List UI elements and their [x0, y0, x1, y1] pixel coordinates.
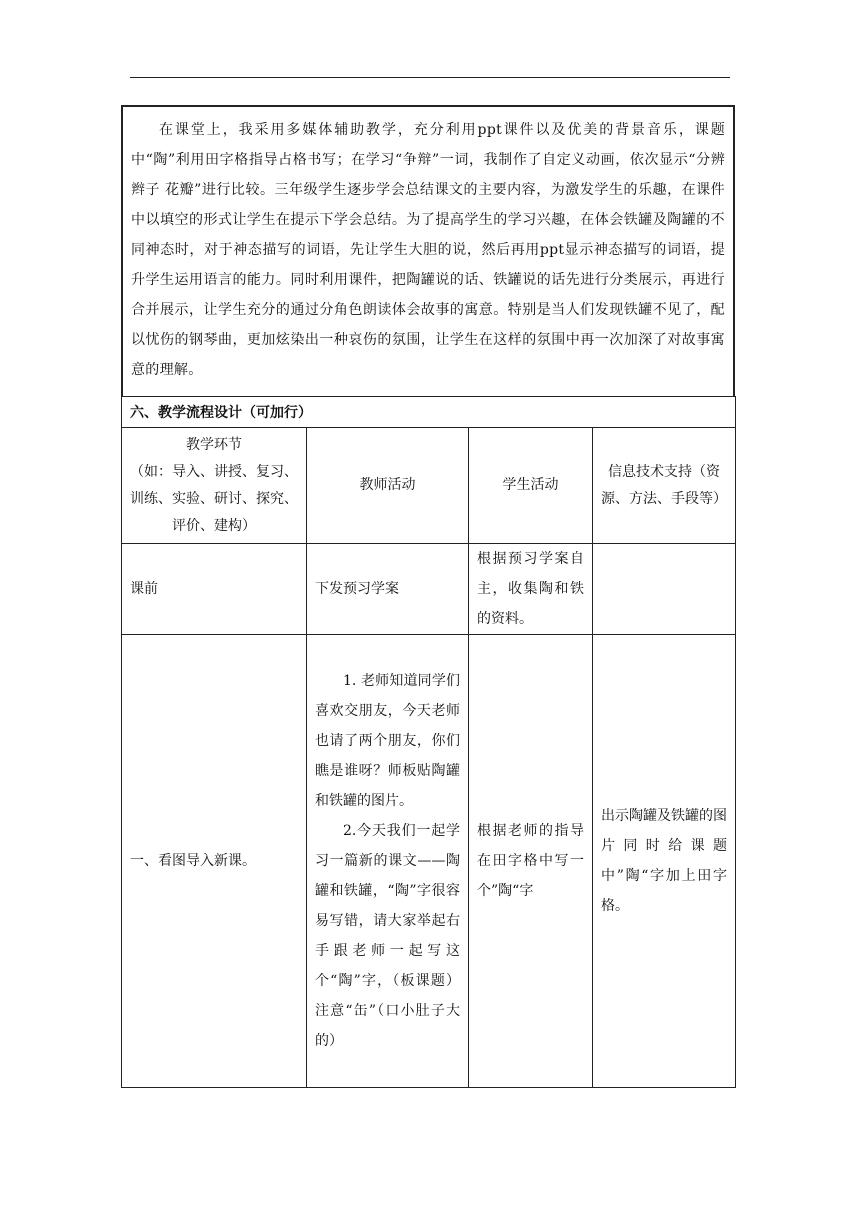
stage-cell: 一、看图导入新课。	[122, 635, 307, 1088]
col-student-header: 学生活动	[469, 428, 593, 544]
col-stage-examples: （如：导入、讲授、复习、训练、实验、研讨、探究、评价、建构）	[130, 463, 298, 534]
reflection-box	[121, 105, 735, 397]
student-cell: 根据预习学案自主，收集陶和铁的资料。	[469, 544, 593, 635]
teacher-cell: 下发预习学案	[307, 544, 469, 635]
table-row	[122, 635, 736, 1088]
teacher-step-1: 1. 老师知道同学们喜欢交朋友，今天老师也请了两个朋友，你们瞧是谁呀？师板贴陶罐和铁罐的图片。	[315, 673, 460, 809]
tech-cell: 出示陶罐及铁罐的图片同时给课题中”陶“字加上田字格。	[593, 635, 736, 1088]
col-tech-header: 信息技术支持（资源、方法、手段等）	[593, 428, 736, 544]
student-cell: 根据老师的指导在田字格中写一个”陶“字	[469, 635, 593, 1088]
teaching-flow-table	[121, 396, 736, 1088]
col-teacher-header: 教师活动	[307, 428, 469, 544]
teacher-step-2: 2.今天我们一起学习一篇新的课文——陶罐和铁罐，“陶”字很容易写错，请大家举起右手跟老师一起写这个“陶”字，（板课题）注意“缶”（口小肚子大的）	[315, 823, 460, 1049]
reflection-paragraph: 在课堂上，我采用多媒体辅助教学，充分利用ppt课件以及优美的背景音乐，课题中“陶”利用田字格指导占格书写；在学习“争辩”一词，我制作了自定义动画，依次显示“分辨 辫子 花瓣”进行比较。三年级学生逐步学会总结课文的主要内容，为激发学生的乐趣，在课件中以填空的形式让学生在提示下学会总结。为了提高学生的学习兴趣，在体会铁罐及陶罐的不同神态时，对于神态描写的词语，先让学生大胆的说，然后再用ppt显示神态描写的词语，提升学生运用语言的能力。同时利用课件，把陶罐说的话、铁罐说的话先进行分类展示，再进行合并展示，让学生充分的通过分角色朗读体会故事的寓意。特别是当人们发现铁罐不见了，配以忧伤的钢琴曲，更加炫染出一种哀伤的氛围，让学生在这样的氛围中再一次加深了对故事寓意的理解。	[131, 122, 725, 378]
col-stage-title: 教学环节	[186, 436, 242, 453]
column-header-row	[122, 428, 736, 544]
col-stage-header	[122, 428, 307, 544]
section-title: 六、教学流程设计（可加行）	[122, 397, 736, 428]
header-rule	[130, 77, 730, 78]
section-header-row	[122, 397, 736, 428]
tech-cell	[593, 544, 736, 635]
stage-cell: 课前	[122, 544, 307, 635]
table-row	[122, 544, 736, 635]
teacher-cell	[307, 635, 469, 1088]
